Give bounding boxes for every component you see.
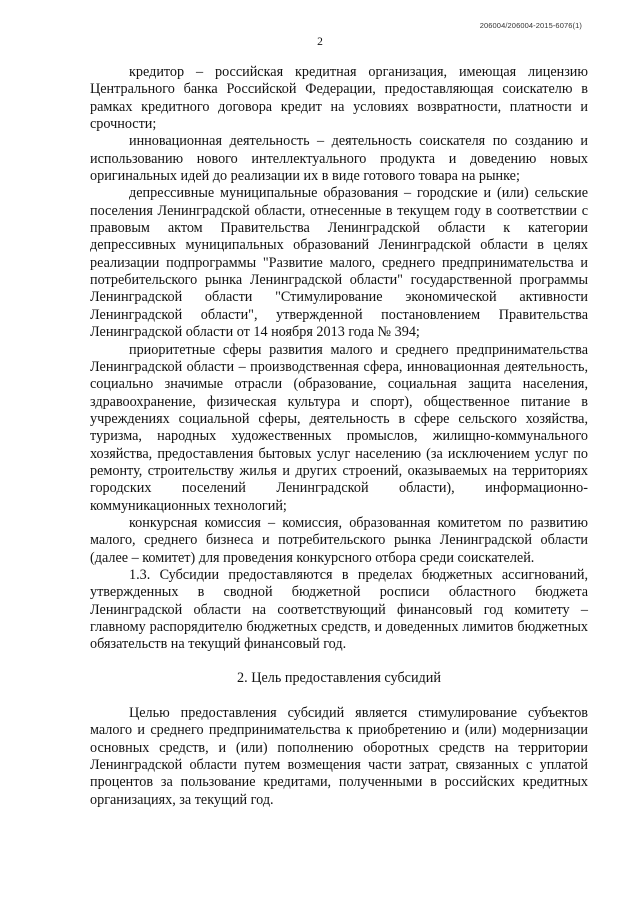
document-body: [90, 64, 588, 809]
definition-depressed-municipalities: депрессивные муниципальные образования – городские и (или) сельские поселения Ленинградской области, отнесенные в текущем году в соответствии с правовым актом Правительства Ленинградской области к категории депрессивных муниципальных образований Ленинградской области в целях реализации подпрограммы "Развитие малого, среднего предпринимательства и потребительского рынка Ленинградской области" государственной программы Ленинградской области "Стимулирование экономической активности Ленинградской области", утвержденной постановлением Правительства Ленинградской области от 14 ноября 2013 года № 394;: [90, 185, 588, 341]
section-2-paragraph: Целью предоставления субсидий является стимулирование субъектов малого и среднего предпринимательства к приобретению и (или) модернизации основных средств, и (или) пополнению оборотных средств на территории Ленинградской области путем возмещения части затрат, связанных с уплатой процентов за пользование кредитами, полученными в российских кредитных организациях, за текущий год.: [90, 705, 588, 808]
definition-creditor: кредитор – российская кредитная организация, имеющая лицензию Центрального банка Российской Федерации, предоставляющая соискателю в рамках кредитного договора кредит на условиях возвратности, платности и срочности;: [90, 64, 588, 133]
clause-1-3: 1.3. Субсидии предоставляются в пределах бюджетных ассигнований, утвержденных в сводной бюджетной росписи областного бюджета Ленинградской области на соответствующий финансовый год комитету – главному распорядителю бюджетных средств, и доведенных лимитов бюджетных обязательств на текущий финансовый год.: [90, 566, 588, 653]
page-number: 2: [317, 36, 323, 48]
definition-priority-spheres: приоритетные сферы развития малого и среднего предпринимательства Ленинградской области – производственная сфера, инновационная деятельность, социально значимые отрасли (образование, социальная защита населения, здравоохранение, физическая культура и спорт), общественное питание в учреждениях социальной сферы, деятельность в сфере сельского хозяйства, туризма, народных художественных промыслов, жилищно-коммунального хозяйства, предоставления бытовых услуг населению (за исключением услуг по ремонту, строительству жилья и других строений, оказываемых на территориях городских поселений Ленинградской области), информационно-коммуникационных технологий;: [90, 341, 588, 514]
definition-competition-commission: конкурсная комиссия – комиссия, образованная комитетом по развитию малого, среднего бизнеса и потребительского рынка Ленинградской области (далее – комитет) для проведения конкурсного отбора среди соискателей.: [90, 514, 588, 566]
definition-innovation: инновационная деятельность – деятельность соискателя по созданию и использованию нового интеллектуального продукта и доведению новых оригинальных идей до реализации их в виде готового товара на рынке;: [90, 133, 588, 185]
document-id: 206004/206004-2015-6076(1): [479, 21, 582, 30]
section-heading: 2. Цель предоставления субсидий: [237, 669, 441, 686]
